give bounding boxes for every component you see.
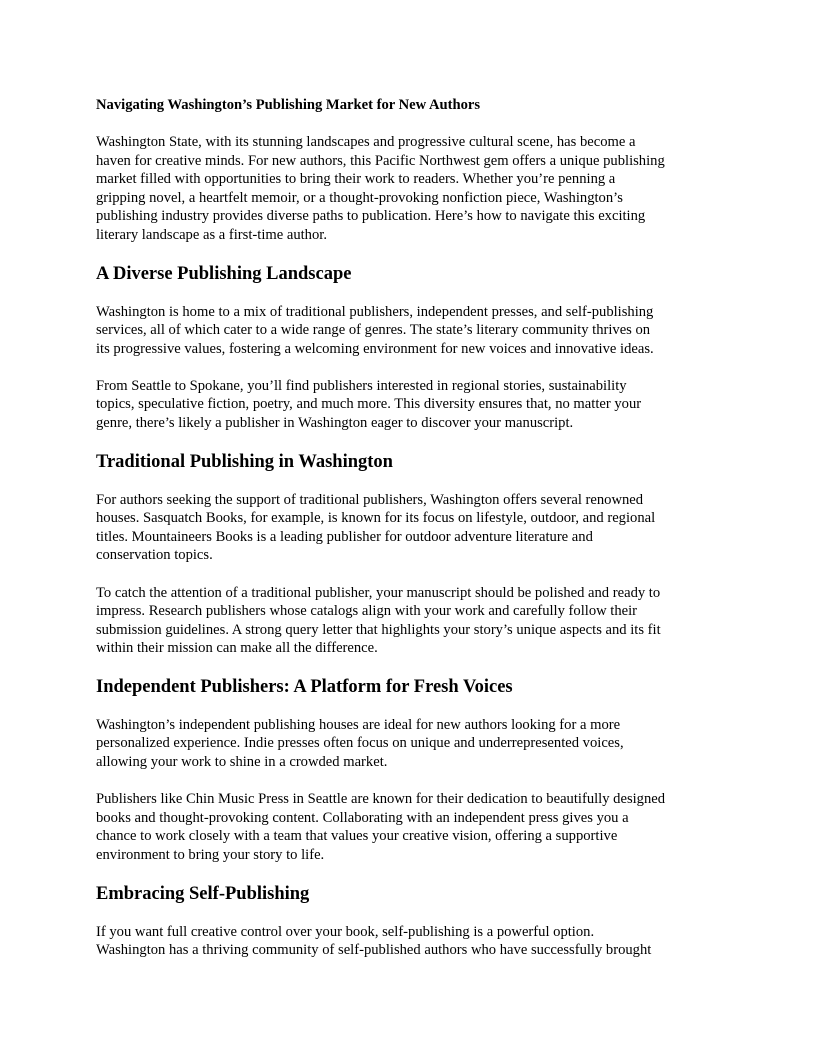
text-line: literary landscape as a first-time author. xyxy=(96,226,327,243)
text-line: within their mission can make all the difference. xyxy=(96,640,378,657)
section-heading-independent-publishers: Independent Publishers: A Platform for Fresh Voices xyxy=(96,676,513,697)
text-line: Washington has a thriving community of self-published authors who have successfully brought xyxy=(96,942,652,959)
text-line: its progressive values, fostering a welcoming environment for new voices and innovative ideas. xyxy=(96,340,654,357)
section-paragraph xyxy=(96,377,728,433)
section-heading-self-publishing: Embracing Self-Publishing xyxy=(96,883,310,904)
text-line: To catch the attention of a traditional publisher, your manuscript should be polished and ready to xyxy=(96,584,661,601)
document-page xyxy=(96,96,728,960)
section-paragraph xyxy=(96,716,728,772)
text-line: haven for creative minds. For new authors, this Pacific Northwest gem offers a unique publishing xyxy=(96,152,665,169)
text-line: From Seattle to Spokane, you’ll find publishers interested in regional stories, sustainability xyxy=(96,377,627,394)
text-line: submission guidelines. A strong query letter that highlights your story’s unique aspects and its fit xyxy=(96,621,661,638)
text-line: personalized experience. Indie presses often focus on unique and underrepresented voices, xyxy=(96,735,624,752)
text-line: allowing your work to shine in a crowded market. xyxy=(96,754,388,771)
text-line: market filled with opportunities to bring their work to readers. Whether you’re penning a xyxy=(96,171,616,188)
text-line: Washington State, with its stunning landscapes and progressive cultural scene, has become a xyxy=(96,134,636,150)
section-paragraph xyxy=(96,584,728,658)
text-line: gripping novel, a heartfelt memoir, or a thought-provoking nonfiction piece, Washington’s xyxy=(96,189,623,206)
section-paragraph xyxy=(96,491,728,565)
section-heading-traditional-publishing: Traditional Publishing in Washington xyxy=(96,451,393,472)
text-line: services, all of which cater to a wide range of genres. The state’s literary community thrives on xyxy=(96,322,651,339)
section-heading-diverse-landscape: A Diverse Publishing Landscape xyxy=(96,263,352,284)
text-line: titles. Mountaineers Books is a leading publisher for outdoor adventure literature and xyxy=(96,528,593,545)
text-line: books and thought-provoking content. Collaborating with an independent press gives you a xyxy=(96,809,629,826)
text-line: Publishers like Chin Music Press in Seattle are known for their dedication to beautifully designed xyxy=(96,791,666,808)
text-line: topics, speculative fiction, poetry, and much more. This diversity ensures that, no matter your xyxy=(96,396,642,413)
text-line: Washington is home to a mix of traditional publishers, independent presses, and self-publishing xyxy=(96,303,654,320)
section-paragraph xyxy=(96,790,728,864)
text-line: conservation topics. xyxy=(96,547,213,564)
text-line: impress. Research publishers whose catalogs align with your work and carefully follow their xyxy=(96,603,638,620)
text-line: publishing industry provides diverse paths to publication. Here’s how to navigate this exciting xyxy=(96,208,646,225)
document-title: Navigating Washington’s Publishing Market for New Authors xyxy=(96,97,481,113)
text-line: If you want full creative control over your book, self-publishing is a powerful option. xyxy=(96,923,595,940)
text-line: houses. Sasquatch Books, for example, is known for its focus on lifestyle, outdoor, and regional xyxy=(96,510,656,527)
intro-paragraph xyxy=(96,133,728,245)
text-line: For authors seeking the support of traditional publishers, Washington offers several renowned xyxy=(96,491,644,508)
text-line: genre, there’s likely a publisher in Washington eager to discover your manuscript. xyxy=(96,415,574,432)
text-line: chance to work closely with a team that values your creative vision, offering a supportive xyxy=(96,828,618,845)
section-paragraph xyxy=(96,923,728,960)
section-paragraph xyxy=(96,303,728,359)
text-line: environment to bring your story to life. xyxy=(96,846,325,863)
text-line: Washington’s independent publishing houses are ideal for new authors looking for a more xyxy=(96,716,621,733)
